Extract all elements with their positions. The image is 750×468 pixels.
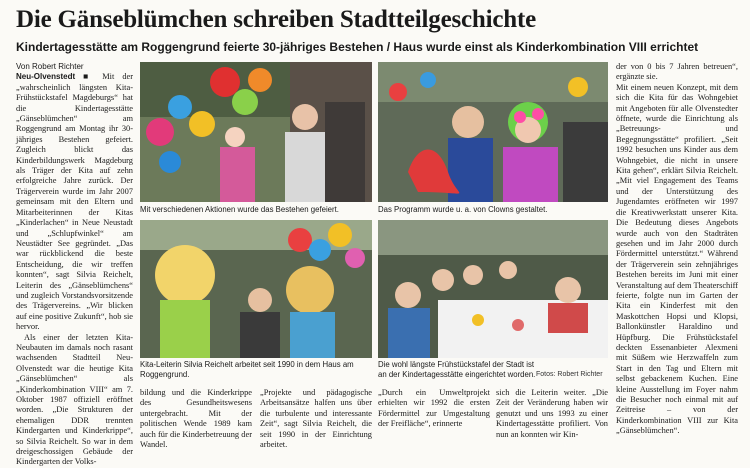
column-1-text: Mit der „wahrscheinlich längsten Kita-Frühstückstafel Magdeburgs“ hat die Kindertagesstätte „Gänseblümchen“ am Roggengrund am Montag ihr 30-jähriges Bestehen gefeiert. Zugleich blickt das Kinderbildungswerk Magdeburg als Träger der Kita auf zehn erfolgreiche Jahre zurück. Der Trägerverein wurde im Jahr 2007 gemeinsam mit den Eltern und Mitarbeiterinnen der Kitas „Kinderlachen“ in Neue Neustadt und „Schlupfwinkel“ am Neustädter See gegründet. „Das war rückblickend die beste Entscheidung, die wir treffen konnten“, sagt Silvia Reichelt, Leiterin des „Gänseblümchens“ und zugleich Vorstandsvorsitzende des Trägervereins. „Wir blicken auf eine positive Zukunft“, hob sie hervor. bbox=[16, 72, 134, 332]
breakfast-table-photo bbox=[378, 220, 608, 358]
photo-caption-2: Das Programm wurde u. a. von Clowns gestaltet. bbox=[378, 205, 548, 214]
article-column-4: „Durch ein Umweltprojekt erhielten wir 1992 die ersten Fördermittel zur Umgestaltung der Freifläche“, erinnerte bbox=[378, 388, 490, 429]
dateline: Neu-Olvenstedt bbox=[16, 72, 76, 82]
article-headline: Die Gänseblümchen schreiben Stadtteilgeschichte bbox=[16, 6, 536, 33]
bullet-icon: ■ bbox=[83, 72, 95, 82]
photo-caption-1: Mit verschiedenen Aktionen wurde das Bestehen gefeiert. bbox=[140, 205, 339, 214]
clowns-photo bbox=[378, 62, 608, 202]
byline: Von Robert Richter bbox=[16, 62, 84, 71]
article-column-2: bildung und die Kinderkrippe des Gesundheitswesens untergebracht. Mit der politischen Wende 1989 kam auch für die Kinderbetreuung der Wandel. bbox=[140, 388, 252, 450]
mascots-photo bbox=[140, 220, 372, 358]
photo-caption-4: Die wohl längste Frühstückstafel der Stadt ist an der Kindertagesstätte eingerichtet worden. bbox=[378, 360, 536, 379]
article-column-1 bbox=[16, 62, 134, 467]
article-column-6: der von 0 bis 7 Jahren betreuen“, ergänzte sie. Mit einem neuen Konzept, mit dem sich die Kita für das Wohngebiet mit Angeboten für alle Olvenstedter öffnete, wurde die Einrichtung als „Betreuungs- und Begegnungsstätte“ profiliert. „Seit 1992 besuchen uns Kinder aus dem Wohngebiet, die nicht in unsere Kita gehen“, erklärt Silvia Reichelt. „Mit viel Engagement des Teams und der Unterstützung des Jugendamtes eröffneten wir 1997 die Kreativwerkstatt unserer Kita. Die Bedeutung dieses Angebots wurde auch von den Stadträten gesehen und im Jahr 2000 durch Fördermittel unterstützt.“ Während der Trägerverein sein zehnjähriges Bestehen bereits im Juni mit einer Veranstaltung auf dem Theaterschiff feierte, folgte nun im Garten der Kita ein Kinderfest mit den Maskottchen Hopsi und Klopsi, Ballonkünstler Haraldino und Hüpfburg. Die Frühstückstafel deckten Essenanbieter Alexmeni mit Süßem wie Herzwaffeln zum Start in den Tag und Eltern mit selbst gebackenem Kuchen. Eine kleine Ausstellung im Foyer nahm die Besucher noch einmal mit auf Zeitreise – von der Kinderkombination VIII zur Kita „Gänseblümchen“. bbox=[616, 62, 738, 436]
article-subheadline: Kindertagesstätte am Roggengrund feierte 30-jähriges Bestehen / Haus wurde einst als Kinderkombination VIII errichtet bbox=[16, 40, 699, 54]
balloons-photo bbox=[140, 62, 372, 202]
photo-credit: Fotos: Robert Richter bbox=[536, 371, 603, 378]
photo-caption-3: Kita-Leiterin Silvia Reichelt arbeitet seit 1990 in dem Haus am Roggengrund. bbox=[140, 360, 354, 379]
column-1b-text: Als einer der letzten Kita-Neubauten im damals noch rasant wachsenden Stadtteil Neu-Olvenstedt war die heutige Kita „Gänseblümchen“ als „Kinderkombination VIII“ am 7. Oktober 1987 offiziell eröffnet worden. „Die Strukturen der ehemaligen DDR trennten Kindergarten und Kinderkrippe“, so Silvia Reichelt. So war in dem dreigeschossigen Gebäude der Kindergarten der Volks- bbox=[16, 332, 133, 467]
article-column-5: sich die Leiterin weiter. „Die Zeit der Veränderung haben wir genutzt und uns 1993 zu einer Kindertagesstätte profiliert. Von nun an konnten wir Kin- bbox=[496, 388, 608, 439]
article-column-3: „Projekte und pädagogische Arbeitsansätze halfen uns über die turbulente und interessante Zeit“, sagt Silvia Reichelt, die seit 1990 in der Einrichtung arbeitet. bbox=[260, 388, 372, 450]
